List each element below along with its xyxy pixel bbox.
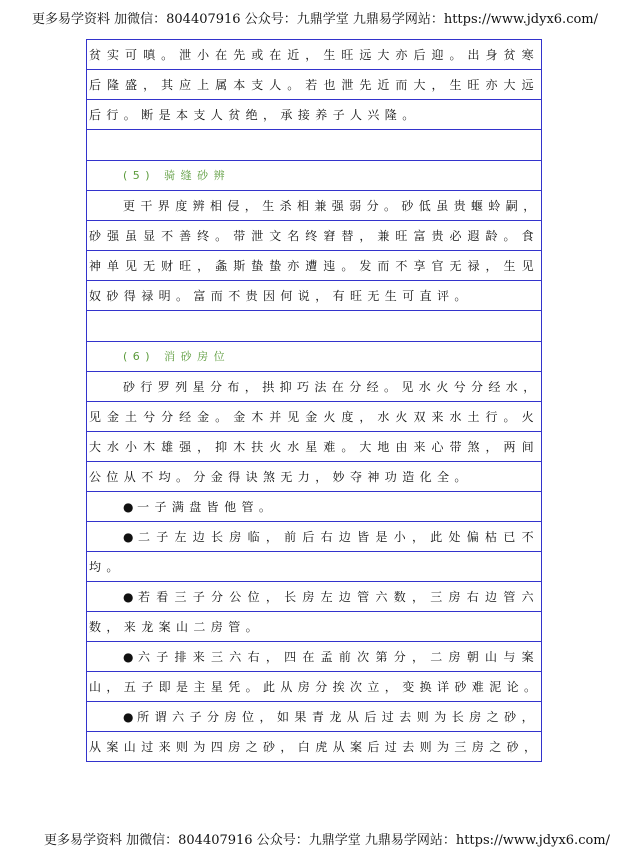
text-line: 更干界度辨相侵，生杀相兼强弱分。砂低虽贵蝘蛉嗣， — [87, 191, 541, 221]
text-line: 奴砂得禄明。富而不贵因何说，有旺无生可直评。 — [87, 281, 541, 311]
text-line: ● 六子排来三六右，四在孟前次第分，二房朝山与案 — [87, 642, 541, 672]
blank-line — [87, 311, 541, 342]
text-line: 山，五子即是主星凭。此从房分挨次立，变换详砂难泥论。 — [87, 672, 541, 702]
text-line: 见金土兮分经金。金木并见金火度，水火双来水土行。火 — [87, 402, 541, 432]
text-line: 公位从不均。分金得诀煞无力，妙夺神功造化全。 — [87, 462, 541, 492]
page-header: 更多易学资料 加微信：804407916 公众号：九鼎学堂 九鼎易学网站：https://www.jdyx6.com/ — [32, 12, 599, 27]
text-line: 砂行罗列星分布，拱抑巧法在分经。见水火兮分经水， — [87, 372, 541, 402]
text-line: 均。 — [87, 552, 541, 582]
text-line: 数，来龙案山二房管。 — [87, 612, 541, 642]
text-line: 贫实可嗔。泄小在先或在近，生旺远大亦后迎。出身贫寒 — [87, 40, 541, 70]
text-line: 大水小木雄强，抑木扶火水星难。大地由来心带煞，两间 — [87, 432, 541, 462]
text-line: 神单见无财旺，螽斯蛰蛰亦遭迍。发而不享官无禄，生见 — [87, 251, 541, 281]
section-heading: (5) 骑缝砂辨 — [87, 161, 541, 191]
text-line: ● 若看三子分公位，长房左边管六数，三房右边管六 — [87, 582, 541, 612]
text-line: ● 一子满盘皆他管。 — [87, 492, 541, 522]
text-line: 砂强虽显不善终。带泄文名终窘替，兼旺富贵必遐龄。食 — [87, 221, 541, 251]
text-line: ● 所谓六子分房位，如果青龙从后过去则为长房之砂， — [87, 702, 541, 732]
page-footer: 更多易学资料 加微信：804407916 公众号：九鼎学堂 九鼎易学网站：https://www.jdyx6.com/ — [44, 833, 611, 848]
text-line: ● 二子左边长房临，前后右边皆是小，此处偏枯已不 — [87, 522, 541, 552]
text-line: 后行。断是本支人贫绝，承接养子人兴隆。 — [87, 100, 541, 130]
blank-line — [87, 130, 541, 161]
text-line: 从案山过来则为四房之砂，白虎从案后过去则为三房之砂， — [87, 732, 541, 762]
section-heading: (6) 消砂房位 — [87, 342, 541, 372]
text-line: 后隆盛，其应上属本支人。若也泄先近而大，生旺亦大远 — [87, 70, 541, 100]
document-body — [86, 39, 542, 762]
